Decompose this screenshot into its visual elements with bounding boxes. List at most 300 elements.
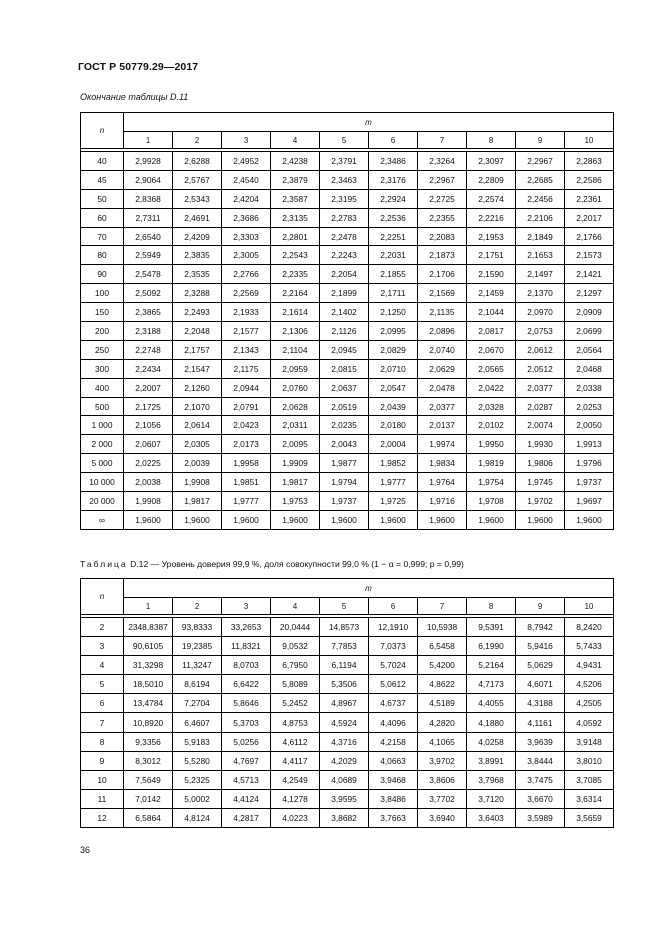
table-d11-continuation [80, 112, 614, 530]
table-cell: 2,2355 [418, 208, 467, 227]
table-cell: 4,4055 [467, 694, 516, 713]
table-cell: 2,2748 [124, 340, 173, 359]
table-cell: 2,2586 [565, 170, 614, 189]
column-header: 8 [467, 132, 516, 149]
table-cell: 5,2452 [271, 694, 320, 713]
table-cell: 2,1953 [467, 227, 516, 246]
column-header: 6 [369, 132, 418, 149]
table-cell: 1,9725 [369, 492, 418, 511]
table-cell: 2,0225 [124, 454, 173, 473]
table-cell: 8,0703 [222, 656, 271, 675]
table-cell: 1,9908 [124, 492, 173, 511]
table-row [81, 189, 614, 208]
table-cell: 2,4209 [173, 227, 222, 246]
table-cell: 3,9148 [565, 732, 614, 751]
table-cell: 2,2031 [369, 246, 418, 265]
row-header-cell: 11 [81, 789, 124, 808]
row-header-cell: 400 [81, 378, 124, 397]
table-cell: 1,9877 [320, 454, 369, 473]
table-cell: 2,1044 [467, 303, 516, 322]
table-cell: 3,7085 [565, 770, 614, 789]
table-cell: 2,3879 [271, 170, 320, 189]
table-cell: 2,0137 [418, 416, 467, 435]
table-cell: 2,0287 [516, 397, 565, 416]
table-cell: 2,5478 [124, 265, 173, 284]
table-cell: 3,6670 [516, 789, 565, 808]
table-row [81, 322, 614, 341]
table-cell: 6,1194 [320, 656, 369, 675]
table-cell: 2,0512 [516, 359, 565, 378]
row-header-cell: 100 [81, 284, 124, 303]
table-cell: 2,0629 [418, 359, 467, 378]
table-cell: 2,1614 [271, 303, 320, 322]
table-cell: 1,9708 [467, 492, 516, 511]
table-cell: 14,8573 [320, 618, 369, 637]
column-header: 5 [320, 132, 369, 149]
table-cell: 2,0439 [369, 397, 418, 416]
table-cell: 3,7475 [516, 770, 565, 789]
table-cell: 2,0173 [222, 435, 271, 454]
table-cell: 2,3005 [222, 246, 271, 265]
table-cell: 9,5391 [467, 618, 516, 637]
table-cell: 1,9851 [222, 473, 271, 492]
table-cell: 2,0311 [271, 416, 320, 435]
table-row [81, 284, 614, 303]
table-cell: 4,6112 [271, 732, 320, 751]
table-continuation-caption: Окончание таблицы D.11 [80, 92, 189, 102]
table-cell: 6,6422 [222, 675, 271, 694]
table-cell: 1,9796 [565, 454, 614, 473]
table-cell: 2,8368 [124, 189, 173, 208]
table-cell: 1,9817 [271, 473, 320, 492]
table-cell: 1,9958 [222, 454, 271, 473]
table-cell: 2,2054 [320, 265, 369, 284]
table-cell: 4,8753 [271, 713, 320, 732]
table-row [81, 492, 614, 511]
table-cell: 8,3012 [124, 751, 173, 770]
table-cell: 3,7968 [467, 770, 516, 789]
table-cell: 2,2924 [369, 189, 418, 208]
table-cell: 2,0959 [271, 359, 320, 378]
table-row [81, 637, 614, 656]
table-cell: 2,1250 [369, 303, 418, 322]
table-cell: 3,9595 [320, 789, 369, 808]
table-cell: 10,8920 [124, 713, 173, 732]
table-cell: 2,0050 [565, 416, 614, 435]
table-cell: 4,5189 [418, 694, 467, 713]
caption-text: D.12 — Уровень доверия 99,9 %, доля совокупности 99,0 % (1 − α = 0,999; p = 0,99) [127, 559, 464, 569]
table-cell: 2,1297 [565, 284, 614, 303]
table-cell: 2,0791 [222, 397, 271, 416]
table-cell: 19,2385 [173, 637, 222, 656]
table-cell: 8,2420 [565, 618, 614, 637]
table-cell: 2,0338 [565, 378, 614, 397]
column-header: 3 [222, 598, 271, 615]
table-cell: 2,2216 [467, 208, 516, 227]
table-cell: 5,9183 [173, 732, 222, 751]
table-cell: 2,0478 [418, 378, 467, 397]
table-cell: 2,2863 [565, 152, 614, 171]
table-cell: 2,0760 [271, 378, 320, 397]
table-cell: 33,2653 [222, 618, 271, 637]
table-cell: 5,2164 [467, 656, 516, 675]
table-cell: 9,0532 [271, 637, 320, 656]
table-cell: 1,9600 [418, 510, 467, 529]
table-cell: 2,1260 [173, 378, 222, 397]
table-cell: 7,0373 [369, 637, 418, 656]
table-cell: 3,6314 [565, 789, 614, 808]
table-cell: 2,1370 [516, 284, 565, 303]
table-cell: 5,7433 [565, 637, 614, 656]
table-cell: 20,0444 [271, 618, 320, 637]
table-row [81, 435, 614, 454]
table-cell: 2,2809 [467, 170, 516, 189]
table-cell: 2,1569 [418, 284, 467, 303]
table-cell: 4,0223 [271, 808, 320, 827]
table-cell: 2,1306 [271, 322, 320, 341]
column-header: 10 [565, 598, 614, 615]
table-cell: 2,0235 [320, 416, 369, 435]
table-cell: 4,0592 [565, 713, 614, 732]
table-cell: 6,5864 [124, 808, 173, 827]
table-cell: 2,2574 [467, 189, 516, 208]
table-cell: 2,0102 [467, 416, 516, 435]
table-cell: 2,0423 [222, 416, 271, 435]
page-number: 36 [80, 845, 91, 855]
table-cell: 1,9600 [516, 510, 565, 529]
table-cell: 2,0614 [173, 416, 222, 435]
table-cell: 2,2083 [418, 227, 467, 246]
table-cell: 2,0829 [369, 340, 418, 359]
table-cell: 1,9777 [222, 492, 271, 511]
table-cell: 2,2967 [516, 152, 565, 171]
table-cell: 3,8444 [516, 751, 565, 770]
table-cell: 1,9950 [467, 435, 516, 454]
table-row [81, 808, 614, 827]
table-cell: 1,9974 [418, 435, 467, 454]
table-cell: 2,0753 [516, 322, 565, 341]
table-cell: 2,0565 [467, 359, 516, 378]
table-cell: 1,9600 [173, 510, 222, 529]
table-cell: 1,9600 [565, 510, 614, 529]
table-row [81, 618, 614, 637]
table-cell: 4,1161 [516, 713, 565, 732]
table-cell: 2,1577 [222, 322, 271, 341]
table-cell: 1,9753 [271, 492, 320, 511]
table-cell: 1,9702 [516, 492, 565, 511]
table-cell: 1,9745 [516, 473, 565, 492]
table-cell: 2,0896 [418, 322, 467, 341]
table-cell: 1,9600 [467, 510, 516, 529]
table-cell: 4,2029 [320, 751, 369, 770]
table-cell: 2,1766 [565, 227, 614, 246]
table-cell: 2,0328 [467, 397, 516, 416]
table-cell: 2,6288 [173, 152, 222, 171]
table-cell: 5,3703 [222, 713, 271, 732]
caption-label: Таблица [80, 559, 128, 569]
table-cell: 3,9468 [369, 770, 418, 789]
table-cell: 4,0663 [369, 751, 418, 770]
table-cell: 2,1751 [467, 246, 516, 265]
column-header: 4 [271, 132, 320, 149]
table-cell: 1,9716 [418, 492, 467, 511]
table-cell: 2,0945 [320, 340, 369, 359]
table-cell: 11,8321 [222, 637, 271, 656]
table-cell: 2,3288 [173, 284, 222, 303]
table-row [81, 454, 614, 473]
table-cell: 2,0004 [369, 435, 418, 454]
table-cell: 2,0710 [369, 359, 418, 378]
table-cell: 2,3791 [320, 152, 369, 171]
table-cell: 3,8991 [467, 751, 516, 770]
table-cell: 7,2704 [173, 694, 222, 713]
table-cell: 31,3298 [124, 656, 173, 675]
table-cell: 2,4540 [222, 170, 271, 189]
table-row [81, 416, 614, 435]
table-cell: 2,1104 [271, 340, 320, 359]
table-cell: 2,1653 [516, 246, 565, 265]
table-cell: 1,9600 [369, 510, 418, 529]
table-cell: 2,2543 [271, 246, 320, 265]
table-cell: 2,3463 [320, 170, 369, 189]
table-cell: 2,1899 [320, 284, 369, 303]
table-cell: 13,4784 [124, 694, 173, 713]
table-cell: 2,1135 [418, 303, 467, 322]
table-cell: 2,2783 [320, 208, 369, 227]
table-cell: 2,3865 [124, 303, 173, 322]
table-cell: 3,7702 [418, 789, 467, 808]
document-header: ГОСТ Р 50779.29—2017 [78, 61, 199, 73]
table-cell: 2,0422 [467, 378, 516, 397]
row-header-cell: 8 [81, 732, 124, 751]
table-cell: 2,2569 [222, 284, 271, 303]
table-cell: 6,4607 [173, 713, 222, 732]
table-cell: 1,9819 [467, 454, 516, 473]
table-cell: 5,9416 [516, 637, 565, 656]
row-header-cell: 6 [81, 694, 124, 713]
row-header-cell: 10 [81, 770, 124, 789]
table-cell: 2,5767 [173, 170, 222, 189]
table-cell: 2,2456 [516, 189, 565, 208]
table-cell: 2,2766 [222, 265, 271, 284]
col-group-label-m: m [124, 113, 614, 132]
table-cell: 3,8486 [369, 789, 418, 808]
table-cell: 2,1711 [369, 284, 418, 303]
table-cell: 11,3247 [173, 656, 222, 675]
row-label-n: n [81, 579, 124, 615]
table-cell: 5,7024 [369, 656, 418, 675]
table-cell: 4,5924 [320, 713, 369, 732]
table-cell: 1,9600 [222, 510, 271, 529]
table-cell: 5,3506 [320, 675, 369, 694]
table-cell: 2,1590 [467, 265, 516, 284]
row-header-cell: 500 [81, 397, 124, 416]
table-cell: 2,1849 [516, 227, 565, 246]
table-cell: 2,0740 [418, 340, 467, 359]
table-cell: 2,0039 [173, 454, 222, 473]
table-cell: 2,3835 [173, 246, 222, 265]
table-cell: 2,3535 [173, 265, 222, 284]
table-cell: 2,3097 [467, 152, 516, 171]
table-cell: 2,2685 [516, 170, 565, 189]
table-cell: 4,7697 [222, 751, 271, 770]
table-cell: 12,1910 [369, 618, 418, 637]
table-cell: 4,8622 [418, 675, 467, 694]
table-cell: 2,2478 [320, 227, 369, 246]
table-cell: 2,0817 [467, 322, 516, 341]
table-cell: 4,1278 [271, 789, 320, 808]
table-cell: 4,3716 [320, 732, 369, 751]
table-cell: 2,3303 [222, 227, 271, 246]
table-cell: 2,3188 [124, 322, 173, 341]
table-cell: 4,8124 [173, 808, 222, 827]
table-cell: 2,2251 [369, 227, 418, 246]
table-cell: 6,7950 [271, 656, 320, 675]
table-cell: 4,0689 [320, 770, 369, 789]
table-cell: 7,5649 [124, 770, 173, 789]
table-cell: 1,9754 [467, 473, 516, 492]
table-cell: 2,0468 [565, 359, 614, 378]
table-cell: 5,5280 [173, 751, 222, 770]
table-cell: 2,4691 [173, 208, 222, 227]
row-header-cell: 300 [81, 359, 124, 378]
table-cell: 2,1056 [124, 416, 173, 435]
table-cell: 2,3587 [271, 189, 320, 208]
table-row [81, 227, 614, 246]
table-cell: 2,0909 [565, 303, 614, 322]
column-header: 7 [418, 132, 467, 149]
table-cell: 2,0699 [565, 322, 614, 341]
column-header: 2 [173, 132, 222, 149]
table-cell: 4,2505 [565, 694, 614, 713]
table-cell: 4,0258 [467, 732, 516, 751]
table-cell: 4,5713 [222, 770, 271, 789]
col-group-label-m: m [124, 579, 614, 598]
row-header-cell: 10 000 [81, 473, 124, 492]
table-cell: 2,0564 [565, 340, 614, 359]
table-cell: 2,2243 [320, 246, 369, 265]
table-cell: 1,9817 [173, 492, 222, 511]
table-cell: 2,2106 [516, 208, 565, 227]
table-row [81, 732, 614, 751]
table-cell: 1,9737 [320, 492, 369, 511]
column-header: 1 [124, 598, 173, 615]
table-cell: 2,0180 [369, 416, 418, 435]
table-row [81, 675, 614, 694]
table-cell: 2,2048 [173, 322, 222, 341]
table-cell: 2,0607 [124, 435, 173, 454]
table-cell: 2,2017 [565, 208, 614, 227]
table-cell: 4,7173 [467, 675, 516, 694]
table-cell: 1,9909 [271, 454, 320, 473]
row-header-cell: 9 [81, 751, 124, 770]
table-row [81, 152, 614, 171]
table-cell: 2,0519 [320, 397, 369, 416]
table-cell: 2,5949 [124, 246, 173, 265]
column-header: 10 [565, 132, 614, 149]
table-row [81, 170, 614, 189]
table-cell: 5,0256 [222, 732, 271, 751]
table-cell: 2,3176 [369, 170, 418, 189]
table-cell: 2,2007 [124, 378, 173, 397]
table-cell: 2,2967 [418, 170, 467, 189]
table-row [81, 656, 614, 675]
table-cell: 2,0612 [516, 340, 565, 359]
row-header-cell: 200 [81, 322, 124, 341]
table-cell: 1,9913 [565, 435, 614, 454]
table-row [81, 378, 614, 397]
table-row [81, 510, 614, 529]
table-row [81, 265, 614, 284]
table-cell: 7,0142 [124, 789, 173, 808]
table-cell: 2,2536 [369, 208, 418, 227]
table-cell: 10,5938 [418, 618, 467, 637]
table-d12-caption [80, 559, 464, 569]
table-cell: 2,1497 [516, 265, 565, 284]
table-cell: 8,6194 [173, 675, 222, 694]
table-cell: 2,0547 [369, 378, 418, 397]
table-cell: 2,3195 [320, 189, 369, 208]
table-row [81, 694, 614, 713]
column-header: 1 [124, 132, 173, 149]
table-cell: 4,4124 [222, 789, 271, 808]
table-cell: 2,3135 [271, 208, 320, 227]
table-cell: 1,9697 [565, 492, 614, 511]
row-header-cell: ∞ [81, 510, 124, 529]
table-cell: 3,9639 [516, 732, 565, 751]
column-header: 9 [516, 132, 565, 149]
table-cell: 2,4204 [222, 189, 271, 208]
table-cell: 4,5206 [565, 675, 614, 694]
row-header-cell: 12 [81, 808, 124, 827]
table-cell: 1,9600 [271, 510, 320, 529]
table-cell: 2,0628 [271, 397, 320, 416]
table-cell: 4,3188 [516, 694, 565, 713]
table-cell: 2,6540 [124, 227, 173, 246]
table-row [81, 340, 614, 359]
table-cell: 2,0995 [369, 322, 418, 341]
table-cell: 4,4096 [369, 713, 418, 732]
table-row [81, 751, 614, 770]
table-cell: 3,8606 [418, 770, 467, 789]
table-row [81, 359, 614, 378]
row-header-cell: 90 [81, 265, 124, 284]
table-cell: 2,0377 [418, 397, 467, 416]
table-cell: 4,4117 [271, 751, 320, 770]
table-cell: 4,1880 [467, 713, 516, 732]
table-cell: 2,9928 [124, 152, 173, 171]
row-header-cell: 60 [81, 208, 124, 227]
table-cell: 1,9930 [516, 435, 565, 454]
table-cell: 2,0043 [320, 435, 369, 454]
table-cell: 1,9908 [173, 473, 222, 492]
table-cell: 1,9764 [418, 473, 467, 492]
table-cell: 5,0612 [369, 675, 418, 694]
row-header-cell: 40 [81, 152, 124, 171]
table-cell: 4,2549 [271, 770, 320, 789]
table-cell: 1,9600 [124, 510, 173, 529]
table-cell: 2,0815 [320, 359, 369, 378]
table-cell: 1,9777 [369, 473, 418, 492]
table-cell: 2,0670 [467, 340, 516, 359]
table-cell: 93,8333 [173, 618, 222, 637]
column-header: 9 [516, 598, 565, 615]
row-header-cell: 70 [81, 227, 124, 246]
column-header: 2 [173, 598, 222, 615]
row-header-cell: 3 [81, 637, 124, 656]
table-cell: 1,9600 [320, 510, 369, 529]
table-cell: 2,1855 [369, 265, 418, 284]
